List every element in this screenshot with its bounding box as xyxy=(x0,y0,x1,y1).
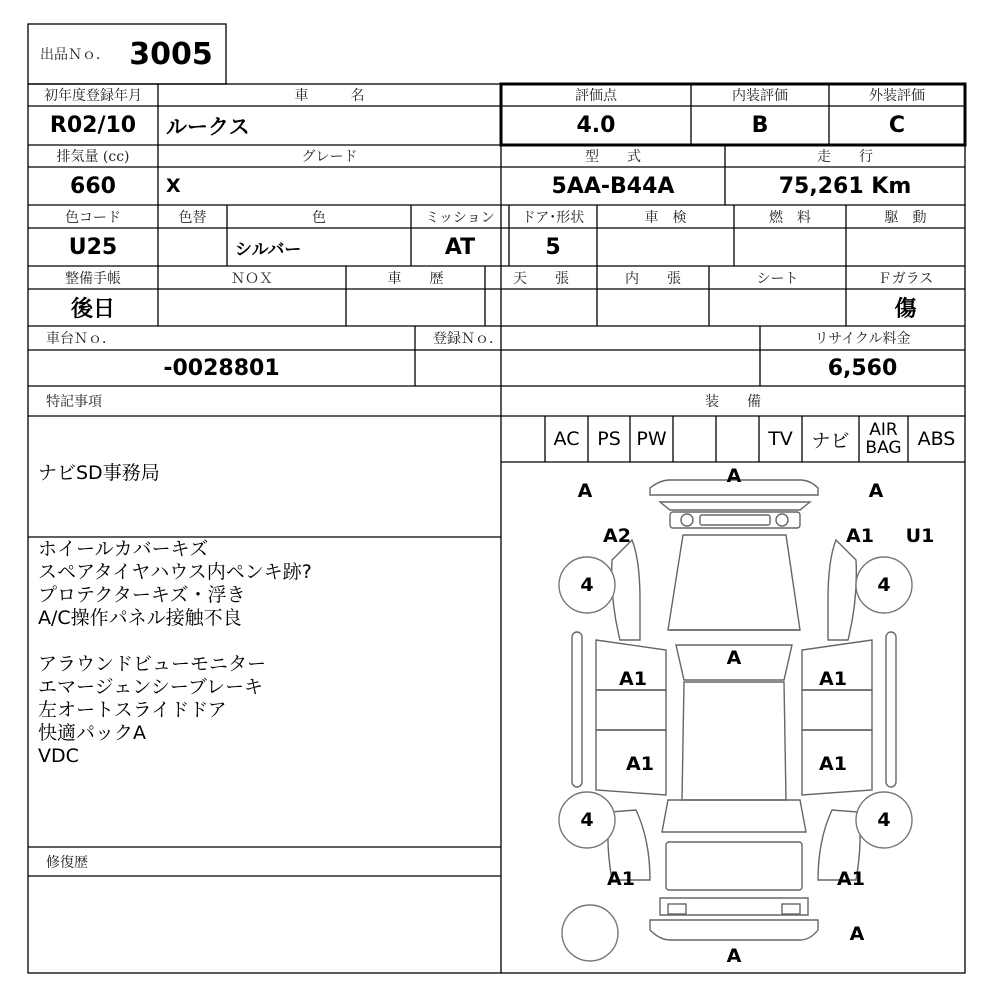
mark-left-front-door: A1 xyxy=(619,668,647,690)
front-glass-label: Ｆガラス xyxy=(877,270,934,287)
score-label: 評価点 xyxy=(575,88,617,104)
equipment-airbag: AIR BAG xyxy=(865,420,902,458)
mark-left-rear-quarter: A1 xyxy=(607,868,635,890)
equipment-ac: AC xyxy=(553,428,580,450)
registration-no-value xyxy=(415,350,760,386)
notes-text-2: ホイールカバーキズ スペアタイヤハウス内ペンキ跡? プロテクターキズ・浮き A/C操作パネル接触不良 アラウンドビューモニター エマージェンシーブレーキ 左オートスライドドア 快適パックA VDC xyxy=(38,538,312,767)
sunroof-label: 天 張 xyxy=(513,270,569,287)
mileage-value: 75,261 Km xyxy=(778,173,912,199)
fuel-value xyxy=(734,228,846,266)
mark-right-rear-quarter: A1 xyxy=(837,868,865,890)
history-label: 車 歴 xyxy=(387,270,444,287)
exterior-value: C xyxy=(888,113,906,138)
tire-rear-left-value: 4 xyxy=(580,809,594,831)
mark-front-right-corner: A xyxy=(868,480,884,502)
color-label: 色 xyxy=(312,209,326,226)
notes-text-1: ナビSD事務局 xyxy=(38,462,160,484)
mark-left-rear-door: A1 xyxy=(626,753,654,775)
tire-front-right-value: 4 xyxy=(877,574,891,596)
mission-label: ミッション xyxy=(425,209,495,226)
recycle-fee-value: 6,560 xyxy=(827,355,898,381)
model-label: 型 式 xyxy=(585,149,641,165)
exterior-label: 外装評価 xyxy=(869,88,925,104)
mark-front-bumper: A xyxy=(726,465,742,487)
car-name-label: 車 名 xyxy=(294,88,365,104)
drive-label: 駆 動 xyxy=(884,209,927,226)
repaint-label: 色替 xyxy=(178,209,207,226)
spare-tire xyxy=(562,905,618,961)
repair-history-label: 修復歴 xyxy=(46,854,88,871)
mission-value: AT xyxy=(444,234,476,260)
grade-label: グレード xyxy=(301,149,358,165)
model-value: 5AA-B44A xyxy=(551,173,675,199)
mark-right-front-fender: A1 xyxy=(846,525,874,547)
equipment-blank-1 xyxy=(501,416,545,462)
lot-number: 3005 xyxy=(129,36,213,72)
mileage-label: 走 行 xyxy=(817,149,873,165)
equipment-label: 装 備 xyxy=(705,394,761,410)
registration-no-label: 登録Ｎｏ． xyxy=(433,331,503,347)
color-value: シルバー xyxy=(235,239,302,260)
tire-front-left-value: 4 xyxy=(580,574,594,596)
manual-label: 整備手帳 xyxy=(65,270,121,287)
chassis-value: -0028801 xyxy=(163,355,280,381)
mark-rear-right-corner: A xyxy=(849,923,865,945)
inspection-label: 車 検 xyxy=(644,209,687,226)
seat-label: シート xyxy=(756,270,799,287)
fuel-label: 燃 料 xyxy=(769,209,811,226)
equipment-navi: ナビ xyxy=(811,429,850,452)
car-name-value: ルークス xyxy=(166,114,250,139)
equipment-tv: TV xyxy=(768,428,793,450)
displacement-label: 排気量 (cc) xyxy=(56,149,130,165)
interior-value: B xyxy=(751,113,769,138)
grade-value: X xyxy=(166,175,181,197)
manual-value: 後日 xyxy=(70,297,115,322)
trim-label: 内 張 xyxy=(625,270,681,287)
front-glass-value: 傷 xyxy=(894,297,917,322)
equipment-ps: PS xyxy=(597,428,621,450)
color-code-label: 色コード xyxy=(65,209,121,226)
mark-front-left-corner: A xyxy=(577,480,593,502)
lot-label: 出品Ｎｏ． xyxy=(40,47,110,63)
interior-label: 内装評価 xyxy=(732,88,788,104)
equipment-pw: PW xyxy=(636,428,667,450)
mark-left-front-fender: A2 xyxy=(603,525,631,547)
mark-roof: A xyxy=(726,647,742,669)
equipment-blank-3 xyxy=(716,416,759,462)
equipment-abs: ABS xyxy=(917,428,956,450)
reg-date-label: 初年度登録年月 xyxy=(44,88,142,104)
mark-rear-bumper: A xyxy=(726,945,742,967)
drive-value xyxy=(846,228,965,266)
displacement-value: 660 xyxy=(70,173,116,199)
nox-label: ＮＯＸ xyxy=(231,270,273,287)
recycle-fee-label: リサイクル料金 xyxy=(814,331,911,347)
chassis-label: 車台Ｎｏ． xyxy=(46,331,116,347)
mark-right-rear-door: A1 xyxy=(819,753,847,775)
tire-rear-right-value: 4 xyxy=(877,809,891,831)
inspection-value xyxy=(597,228,734,266)
door-label: ドア･形状 xyxy=(521,209,585,226)
repaint-value xyxy=(158,228,227,266)
mark-right-front-fender-u: U1 xyxy=(905,525,935,547)
mark-right-front-door: A1 xyxy=(819,668,847,690)
reg-date-value: R02/10 xyxy=(49,113,137,138)
color-code-value: U25 xyxy=(68,234,118,260)
score-value: 4.0 xyxy=(576,113,616,138)
equipment-blank-2 xyxy=(673,416,716,462)
notes-label: 特記事項 xyxy=(46,394,102,410)
door-value: 5 xyxy=(545,234,561,260)
